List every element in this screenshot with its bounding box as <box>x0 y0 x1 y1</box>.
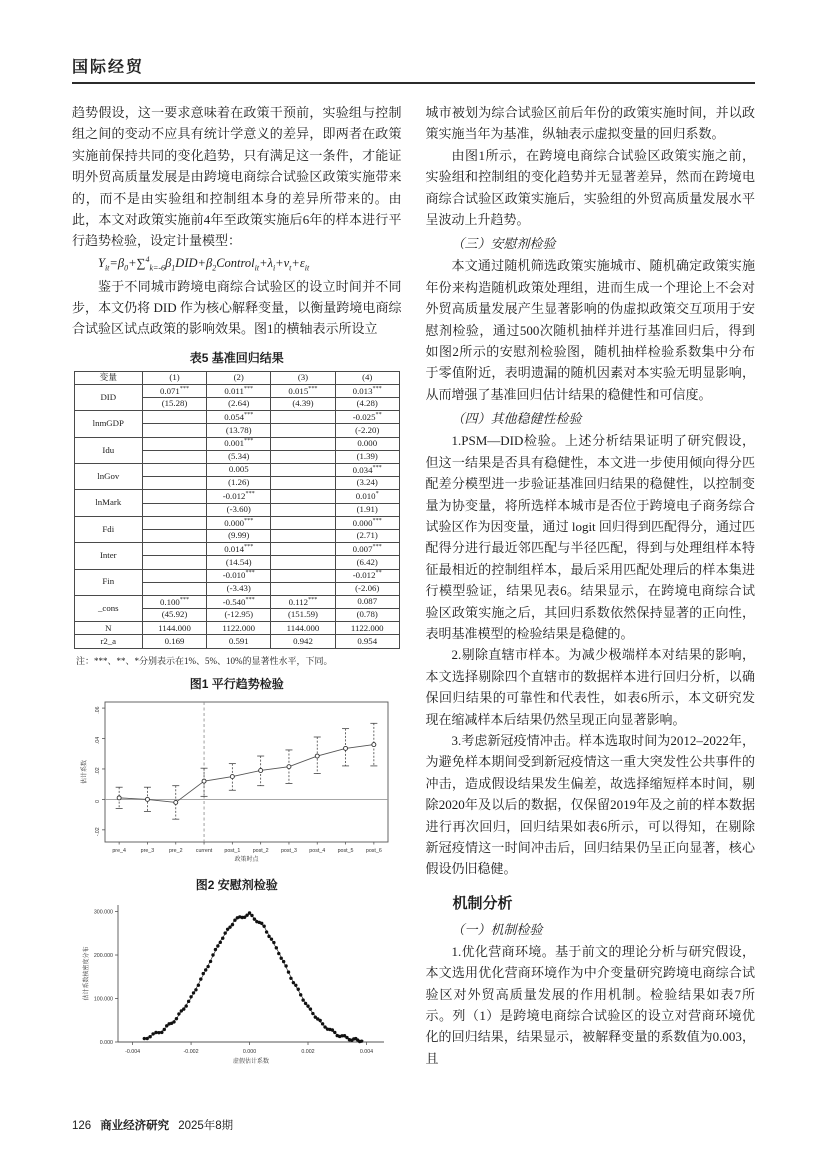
svg-text:post_1: post_1 <box>224 847 241 854</box>
formula-token: i <box>272 263 276 273</box>
tstat-cell <box>271 582 335 595</box>
coefficient-cell: -0.012** <box>335 569 399 582</box>
formula-token: 0 <box>124 263 129 273</box>
table-row <box>74 411 399 424</box>
coefficient-cell: -0.540*** <box>207 595 271 608</box>
tstat-cell: (151.59) <box>271 609 335 622</box>
formula-token: +ε <box>291 256 305 270</box>
paragraph: 趋势假设，这一要求意味着在政策干预前，实验组与控制组之间的变动不应具有统计学意义的差异，即两者在政策实施前保持共同的变化趋势，只有满足这一条件，才能证明外贸高质量发展是由跨境电商综合试验区政策实施带来的，而不是由实验组和控制组本身的差异所带来的。由此，本文对政策实施前4年至政策实施后6年的样本进行平行趋势检验，设定计量模型： <box>72 105 402 249</box>
tstat-cell: (13.78) <box>207 424 271 437</box>
coefficient-cell: 0.013*** <box>335 384 399 397</box>
coefficient-cell: 0.087 <box>335 595 399 608</box>
tstat-cell: (-3.60) <box>207 503 271 516</box>
coefficient-cell <box>142 411 206 424</box>
formula-token: Control <box>216 256 255 270</box>
tstat-cell <box>271 503 335 516</box>
subsection-heading: （四）其他稳健性检验 <box>451 411 582 427</box>
formula-token: +ν <box>275 256 290 270</box>
stat-cell: 0.169 <box>142 635 206 648</box>
stat-cell: 1144.000 <box>142 622 206 635</box>
stat-cell: 0.591 <box>207 635 271 648</box>
tstat-cell: (-12.95) <box>207 609 271 622</box>
svg-text:post_2: post_2 <box>252 847 269 854</box>
tstat-cell: (1.39) <box>335 450 399 463</box>
variable-name: Fin <box>74 569 142 595</box>
table-note: 注：***、**、*分别表示在1%、5%、10%的显著性水平，下同。 <box>76 655 333 666</box>
paragraph: 鉴于不同城市跨境电商综合试验区的设立时间并不同步，本文仍将 DID 作为核心解释变量，以衡量跨境电商综合试验区试点政策的影响效果。图1的横轴表示所设立 <box>72 278 402 337</box>
coefficient-cell: 0.100*** <box>142 595 206 608</box>
table-row <box>74 464 399 477</box>
paragraph: 3.考虑新冠疫情冲击。样本选取时间为2012–2022年，为避免样本期间受到新冠疫情这一重大突发性公共事件的冲击，造成假设结果发生偏差，故选择缩短样本时间，剔除2020年及以后的数据，仅保留2019年及之前的样本数据进行再次回归，回归结果如表6所示，可以得知，在剔除新冠疫情这一时间冲击后，回归结果仍呈正向显著，核心假设仍旧稳健。 <box>425 732 755 877</box>
tstat-cell: (0.78) <box>335 609 399 622</box>
stat-cell: 1122.000 <box>335 622 399 635</box>
table-row <box>74 595 399 608</box>
coefficient-cell <box>142 490 206 503</box>
tstat-cell: (5.34) <box>207 450 271 463</box>
tstat-cell <box>142 450 206 463</box>
formula-token: 4 <box>145 254 150 264</box>
tstat-cell: (4.28) <box>335 398 399 411</box>
coefficient-cell <box>271 516 335 529</box>
coefficient-cell: 0.001*** <box>207 437 271 450</box>
coefficient-cell: 0.000 <box>335 437 399 450</box>
svg-text:200.000: 200.000 <box>93 952 113 959</box>
variable-name: Inter <box>74 543 142 569</box>
tstat-cell: (6.42) <box>335 556 399 569</box>
svg-text:post_5: post_5 <box>337 847 354 854</box>
coefficient-cell <box>271 490 335 503</box>
tstat-cell: (-2.06) <box>335 582 399 595</box>
column-header: (1) <box>142 371 206 384</box>
coefficient-cell: -0.010*** <box>207 569 271 582</box>
svg-text:0.004: 0.004 <box>359 1048 373 1055</box>
tstat-cell <box>271 477 335 490</box>
svg-text:.04: .04 <box>94 736 101 744</box>
tstat-cell: (15.28) <box>142 398 206 411</box>
tstat-cell <box>142 503 206 516</box>
coefficient-cell <box>142 464 206 477</box>
regression-formula <box>98 255 402 273</box>
svg-text:0.002: 0.002 <box>301 1048 315 1055</box>
formula-token: Y <box>98 256 105 270</box>
stat-cell: 0.942 <box>271 635 335 648</box>
paragraph: 本文通过随机筛选政策实施城市、随机确定政策实施年份来构造随机政策处理组，进而生成一个理论上不会对外贸高质量发展产生显著影响的伪虚拟政策交互项用于安慰剂检验，通过500次随机抽样并进行基准回归后，得到如图2所示的安慰剂检验图，随机抽样检验系数集中分布于零值附近，表明遗漏的随机因素对本实验无明显影响，从而增强了基准回归估计结果的稳健性和可信度。 <box>425 258 755 402</box>
tstat-cell <box>142 424 206 437</box>
subsection-heading: （三）安慰剂检验 <box>451 236 556 252</box>
tstat-cell <box>142 556 206 569</box>
table-row <box>74 384 399 397</box>
svg-text:.02: .02 <box>94 767 101 775</box>
subsection-heading: （一）机制检验 <box>451 921 543 937</box>
svg-text:-0.004: -0.004 <box>124 1048 140 1055</box>
tstat-cell: (14.54) <box>207 556 271 569</box>
svg-text:post_3: post_3 <box>280 847 297 854</box>
page-header <box>0 0 827 84</box>
formula-token: +∑ <box>128 256 146 270</box>
table-row <box>74 516 399 529</box>
table-row <box>74 622 399 635</box>
coefficient-cell: 0.015*** <box>271 384 335 397</box>
column-header: (3) <box>271 371 335 384</box>
formula-token: it <box>254 263 260 273</box>
svg-text:pre_4: pre_4 <box>112 847 126 854</box>
coefficient-cell: -0.025** <box>335 411 399 424</box>
svg-text:current: current <box>195 847 213 854</box>
svg-text:0.000: 0.000 <box>99 1039 113 1046</box>
column-header: (4) <box>335 371 399 384</box>
formula-token: DID+β <box>175 256 213 270</box>
tstat-cell: (9.99) <box>207 529 271 542</box>
formula-token: β <box>165 256 172 270</box>
variable-name: _cons <box>74 595 142 621</box>
coefficient-cell <box>271 543 335 556</box>
stat-cell: 1144.000 <box>271 622 335 635</box>
variable-name: r2_a <box>74 635 142 648</box>
table-row <box>74 569 399 582</box>
coefficient-cell <box>142 569 206 582</box>
coefficient-cell: 0.071*** <box>142 384 206 397</box>
formula-token: it <box>104 263 110 273</box>
svg-text:估计系数: 估计系数 <box>81 759 88 784</box>
paragraph: 由图1所示，在跨境电商综合试验区政策实施之前，实验组和控制组的变化趋势并无显著差异，然而在跨境电商综合试验区政策实施后，实验组的外贸高质量发展水平呈波动上升趋势。 <box>425 147 755 228</box>
journal-name: 商业经济研究 <box>100 1120 170 1132</box>
coefficient-cell: 0.010* <box>335 490 399 503</box>
svg-text:post_6: post_6 <box>365 847 382 854</box>
section-heading: 机制分析 <box>452 894 513 912</box>
tstat-cell: (1.26) <box>207 477 271 490</box>
variable-name: DID <box>74 384 142 410</box>
variable-name: lnmGDP <box>74 411 142 437</box>
placebo-density-chart <box>78 897 396 1075</box>
figure2-title: 图2 安慰剂检验 <box>195 877 278 892</box>
svg-text:虚假估计系数: 虚假估计系数 <box>232 1058 269 1065</box>
parallel-trend-chart <box>78 696 396 868</box>
coefficient-cell <box>271 411 335 424</box>
tstat-cell <box>271 424 335 437</box>
coefficient-cell <box>271 437 335 450</box>
page-footer <box>72 1117 233 1133</box>
section-title: 国际经贸 <box>72 59 145 76</box>
svg-text:-0.002: -0.002 <box>183 1048 199 1055</box>
stat-cell: 0.954 <box>335 635 399 648</box>
tstat-cell: (3.24) <box>335 477 399 490</box>
regression-table <box>74 371 400 649</box>
issue-label: 2025年8期 <box>178 1120 234 1132</box>
paragraph: 城市被划为综合试验区前后年份的政策实施时间，并以政策实施当年为基准，纵轴表示虚拟变量的回归系数。 <box>425 105 755 142</box>
page-number: 126 <box>72 1120 92 1132</box>
tstat-cell: (2.71) <box>335 529 399 542</box>
paragraph: 2.剔除直辖市样本。为减少极端样本对结果的影响，本文选择剔除四个直辖市的数据样本进行回归分析，以确保回归结果的可靠性和代表性，如表6所示，本文研究发现在缩减样本后结果仍然呈现正向显著影响。 <box>425 647 755 727</box>
formula-token: t <box>289 263 292 273</box>
tstat-cell <box>142 477 206 490</box>
variable-name: lnMark <box>74 490 142 516</box>
coefficient-cell: 0.014*** <box>207 543 271 556</box>
table-row <box>74 490 399 503</box>
coefficient-cell <box>142 516 206 529</box>
coefficient-cell: 0.034*** <box>335 464 399 477</box>
tstat-cell: (-2.20) <box>335 424 399 437</box>
svg-text:.06: .06 <box>94 706 101 714</box>
right-column <box>426 102 756 1075</box>
svg-text:0.000: 0.000 <box>242 1048 256 1055</box>
table-row <box>74 635 399 648</box>
formula-token: it <box>304 263 310 273</box>
tstat-cell <box>142 582 206 595</box>
tstat-cell <box>142 529 206 542</box>
coefficient-cell: 0.000*** <box>335 516 399 529</box>
svg-text:100.000: 100.000 <box>93 996 113 1003</box>
variable-name: lnGov <box>74 464 142 490</box>
coefficient-cell: 0.112*** <box>271 595 335 608</box>
svg-text:估计系数核密度分布: 估计系数核密度分布 <box>83 946 90 1001</box>
coefficient-cell <box>142 437 206 450</box>
figure1-title: 图1 平行趋势检验 <box>189 676 284 691</box>
formula-token: +λ <box>259 256 273 270</box>
table-title: 表5 基准回归结果 <box>189 350 284 365</box>
coefficient-cell: 0.054*** <box>207 411 271 424</box>
column-header: (2) <box>207 371 271 384</box>
coefficient-cell: 0.007*** <box>335 543 399 556</box>
tstat-cell <box>271 450 335 463</box>
svg-text:post_4: post_4 <box>309 847 325 854</box>
variable-name: Fdi <box>74 516 142 542</box>
svg-text:300.000: 300.000 <box>93 909 113 916</box>
tstat-cell: (-3.43) <box>207 582 271 595</box>
tstat-cell: (1.91) <box>335 503 399 516</box>
svg-text:政策时点: 政策时点 <box>234 856 259 863</box>
paragraph: 1.PSM—DID检验。上述分析结果证明了研究假设，但这一结果是否具有稳健性，本文进一步使用倾向得分匹配差分模型进一步验证基准回归结果的稳健性，以控制变量为协变量，将所选样本城市是否位于跨境电子商务综合试验区作为因变量，通过 logit 回归得到匹配得分，通过匹配得分进行最近邻匹配与半径匹配，得到与处理组样本特征最相近的控制组样本，最后采用匹配处理后的样本集进行模型验证，结果见表6。结果显示，在跨境电商综合试验区政策实施之后，其回归系数依然保持显著的正向性，表明基准模型的检验结果是稳健的。 <box>425 433 755 641</box>
tstat-cell <box>271 556 335 569</box>
tstat-cell: (4.39) <box>271 398 335 411</box>
svg-text:-.02: -.02 <box>94 827 101 836</box>
table-header-row <box>74 371 399 384</box>
two-column-body <box>0 84 827 1075</box>
formula-token: k=-6 <box>149 263 166 273</box>
formula-token: 1 <box>171 263 176 273</box>
left-column <box>72 102 402 1075</box>
tstat-cell: (2.64) <box>207 398 271 411</box>
coefficient-cell <box>271 569 335 582</box>
column-header: 变量 <box>74 371 142 384</box>
formula-token: 2 <box>212 263 217 273</box>
tstat-cell: (45.92) <box>142 609 206 622</box>
table-row <box>74 437 399 450</box>
coefficient-cell <box>142 543 206 556</box>
svg-text:pre_3: pre_3 <box>140 847 154 854</box>
paragraph: 1.优化营商环境。基于前文的理论分析与研究假设，本文选用优化营商环境作为中介变量研究跨境电商综合试验区对外贸高质量发展的作用机制。检验结果如表7所示。列（1）是跨境电商综合试验区的设立对营商环境优化的回归结果，结果显示，被解释变量的系数值为0.003，且 <box>425 943 755 1066</box>
coefficient-cell: 0.005 <box>207 464 271 477</box>
variable-name: N <box>74 622 142 635</box>
svg-text:0: 0 <box>94 799 101 803</box>
svg-text:pre_2: pre_2 <box>168 847 183 854</box>
tstat-cell <box>271 529 335 542</box>
coefficient-cell: 0.011*** <box>207 384 271 397</box>
coefficient-cell: -0.012*** <box>207 490 271 503</box>
formula-token: =β <box>109 256 125 270</box>
stat-cell: 1122.000 <box>207 622 271 635</box>
coefficient-cell: 0.000*** <box>207 516 271 529</box>
coefficient-cell <box>271 464 335 477</box>
variable-name: Idu <box>74 437 142 463</box>
table-row <box>74 543 399 556</box>
